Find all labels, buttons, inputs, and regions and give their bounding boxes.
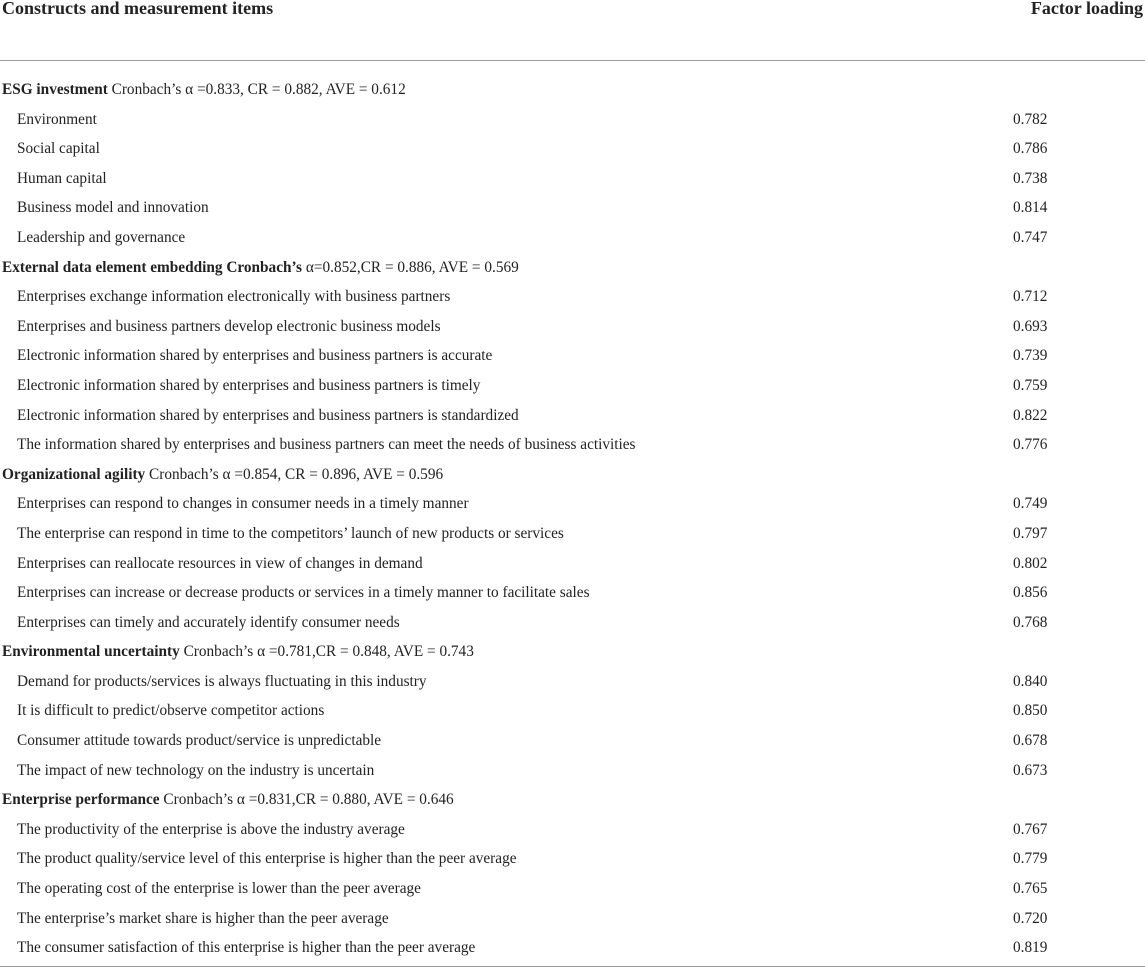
item-row	[0, 430, 1145, 460]
item-label: Social capital	[17, 140, 100, 158]
item-label: Consumer attitude towards product/service is unpredictable	[17, 732, 382, 750]
construct-name: Environmental uncertainty	[2, 643, 180, 661]
item-label: The product quality/service level of this enterprise is higher than the peer average	[17, 850, 517, 868]
item-factor-loading: 0.850	[1013, 702, 1048, 720]
construct-stats: Cronbach’s α =0.831,CR = 0.880, AVE = 0.646	[159, 791, 454, 809]
construct-name: External data element embedding Cronbach’s	[2, 258, 302, 276]
item-row	[0, 341, 1145, 371]
construct-row	[0, 460, 1145, 490]
item-row	[0, 489, 1145, 519]
item-label: The enterprise can respond in time to the competitors’ launch of new products or services	[17, 524, 564, 542]
item-label: The productivity of the enterprise is above the industry average	[17, 820, 405, 838]
construct-label	[2, 75, 406, 105]
item-label: The impact of new technology on the industry is uncertain	[17, 761, 375, 779]
item-label: Enterprises can timely and accurately identify consumer needs	[17, 613, 400, 631]
construct-row	[0, 75, 1145, 105]
item-row	[0, 844, 1145, 874]
item-row	[0, 608, 1145, 638]
item-row	[0, 164, 1145, 194]
item-factor-loading: 0.738	[1013, 169, 1048, 187]
item-row	[0, 696, 1145, 726]
item-row	[0, 578, 1145, 608]
item-factor-loading: 0.673	[1013, 761, 1048, 779]
construct-label	[2, 460, 443, 490]
item-label: The enterprise’s market share is higher than the peer average	[17, 909, 389, 927]
construct-name: ESG investment	[2, 81, 108, 98]
item-row	[0, 223, 1145, 253]
item-factor-loading: 0.693	[1013, 317, 1048, 335]
header-factor-loading: Factor loading	[1030, 0, 1143, 18]
item-row	[0, 105, 1145, 135]
table-bottom-rule	[0, 966, 1145, 967]
item-row	[0, 549, 1145, 579]
item-factor-loading: 0.840	[1013, 672, 1048, 690]
table-body	[0, 61, 1145, 963]
item-row	[0, 401, 1145, 431]
item-label: Enterprises and business partners develop electronic business models	[17, 317, 441, 335]
item-label: Business model and innovation	[17, 199, 209, 217]
item-row	[0, 134, 1145, 164]
item-factor-loading: 0.759	[1013, 376, 1048, 394]
item-label: Electronic information shared by enterprises and business partners is accurate	[17, 347, 493, 365]
item-label: Leadership and governance	[17, 228, 186, 246]
item-row	[0, 282, 1145, 312]
item-row	[0, 193, 1145, 223]
table-header	[0, 0, 1145, 61]
item-factor-loading: 0.776	[1013, 436, 1048, 454]
item-factor-loading: 0.739	[1013, 347, 1048, 365]
item-label: It is difficult to predict/observe competitor actions	[17, 702, 325, 720]
item-label: The operating cost of the enterprise is lower than the peer average	[17, 880, 421, 898]
item-label: The consumer satisfaction of this enterprise is higher than the peer average	[17, 939, 476, 957]
item-factor-loading: 0.749	[1013, 495, 1048, 513]
item-label: Human capital	[17, 169, 107, 187]
item-factor-loading: 0.678	[1013, 732, 1048, 750]
item-label: Demand for products/services is always fluctuating in this industry	[17, 672, 427, 690]
item-row	[0, 815, 1145, 845]
construct-label	[2, 785, 454, 815]
item-factor-loading: 0.797	[1013, 524, 1048, 542]
construct-name: Enterprise performance	[2, 791, 160, 809]
item-factor-loading: 0.819	[1013, 939, 1048, 957]
item-factor-loading: 0.822	[1013, 406, 1048, 424]
construct-label	[2, 637, 474, 667]
item-factor-loading: 0.802	[1013, 554, 1048, 572]
item-factor-loading: 0.712	[1013, 288, 1048, 306]
item-factor-loading: 0.767	[1013, 820, 1048, 838]
item-factor-loading: 0.720	[1013, 909, 1048, 927]
item-label: Electronic information shared by enterprises and business partners is standardized	[17, 406, 519, 424]
item-label: Enterprises can reallocate resources in view of changes in demand	[17, 554, 423, 572]
item-factor-loading: 0.747	[1013, 228, 1048, 246]
item-factor-loading: 0.768	[1013, 613, 1048, 631]
item-factor-loading: 0.765	[1013, 880, 1048, 898]
item-label: Electronic information shared by enterprises and business partners is timely	[17, 376, 481, 394]
construct-name: Organizational agility	[2, 465, 146, 483]
item-row	[0, 904, 1145, 934]
item-factor-loading: 0.786	[1013, 140, 1048, 158]
header-constructs: Constructs and measurement items	[2, 0, 274, 18]
construct-stats: Cronbach’s α =0.781,CR = 0.848, AVE = 0.743	[179, 643, 474, 661]
item-label: Enterprises can respond to changes in consumer needs in a timely manner	[17, 495, 469, 513]
item-factor-loading: 0.856	[1013, 584, 1048, 602]
construct-row	[0, 637, 1145, 667]
item-factor-loading: 0.779	[1013, 850, 1048, 868]
item-label: Enterprises exchange information electronically with business partners	[17, 288, 451, 306]
item-label: Enterprises can increase or decrease products or services in a timely manner to facilitate sales	[17, 584, 590, 602]
item-row	[0, 933, 1145, 963]
item-factor-loading: 0.782	[1013, 110, 1048, 128]
item-label: Environment	[17, 110, 97, 128]
construct-label	[2, 253, 519, 283]
item-row	[0, 371, 1145, 401]
construct-row	[0, 785, 1145, 815]
item-label: The information shared by enterprises and business partners can meet the needs of business activities	[17, 436, 636, 454]
item-row	[0, 874, 1145, 904]
item-row	[0, 726, 1145, 756]
item-factor-loading: 0.814	[1013, 199, 1048, 217]
item-row	[0, 312, 1145, 342]
construct-stats: Cronbach’s α =0.854, CR = 0.896, AVE = 0.596	[145, 465, 444, 483]
construct-stats: Cronbach’s α =0.833, CR = 0.882, AVE = 0.612	[107, 81, 406, 98]
item-row	[0, 519, 1145, 549]
item-row	[0, 756, 1145, 786]
item-row	[0, 667, 1145, 697]
construct-stats: α=0.852,CR = 0.886, AVE = 0.569	[302, 258, 519, 276]
construct-row	[0, 253, 1145, 283]
